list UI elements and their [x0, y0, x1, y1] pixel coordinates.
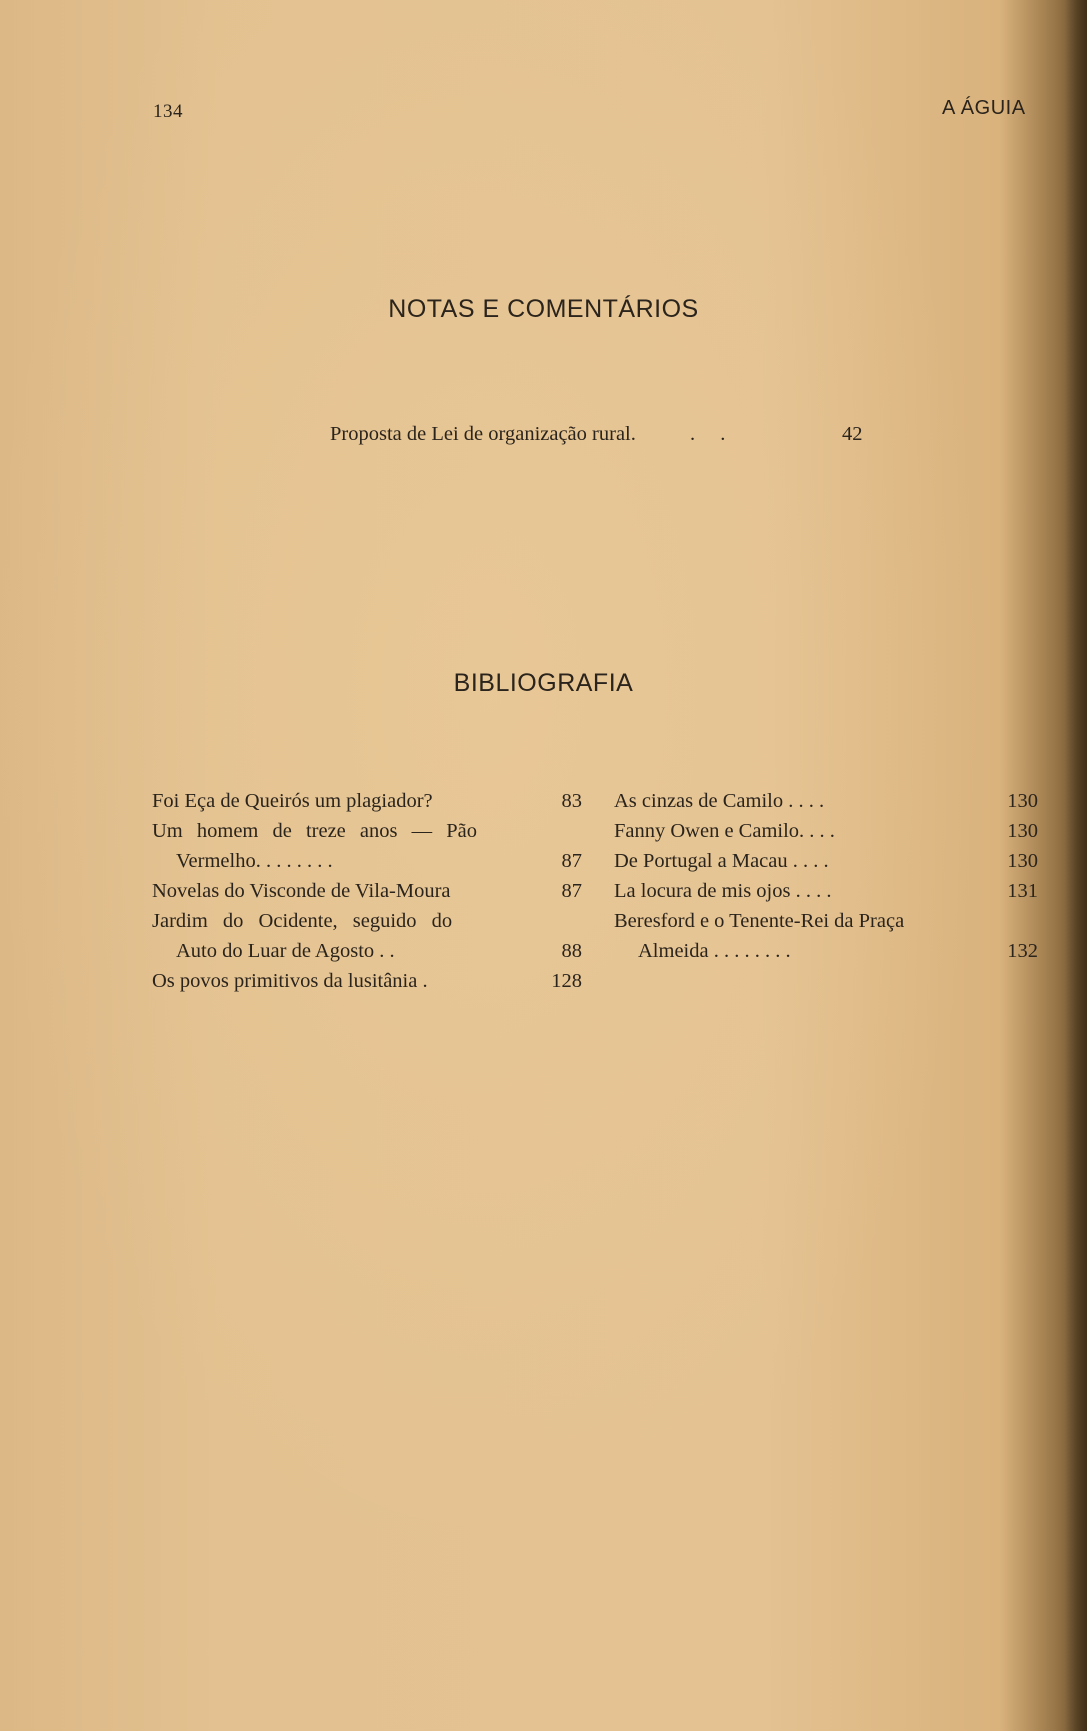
toc-entry	[152, 850, 582, 880]
toc-entry-title: Fanny Owen e Camilo. . . .	[614, 820, 835, 842]
toc-entry-page: 131	[1007, 880, 1038, 902]
toc-entry-page: 130	[1007, 790, 1038, 812]
toc-entry	[614, 820, 1038, 850]
toc-entry-title: Novelas do Visconde de Vila-Moura	[152, 880, 451, 902]
toc-entry-page: 87	[561, 880, 582, 902]
toc-entry-page: 130	[1007, 820, 1038, 842]
toc-entry-page: 128	[551, 970, 582, 992]
toc-entry	[614, 850, 1038, 880]
toc-entry-leader: . .	[690, 423, 736, 445]
toc-entry	[614, 910, 1038, 940]
section-heading-bibliografia: BIBLIOGRAFIA	[453, 669, 634, 697]
toc-entry	[152, 790, 582, 820]
toc-entry-page: 132	[1007, 940, 1038, 962]
toc-entry-title: Jardim do Ocidente, seguido do	[152, 910, 453, 932]
toc-entry	[614, 940, 1038, 970]
toc-entry	[614, 880, 1038, 910]
toc-entry	[152, 820, 582, 850]
section-heading-notas: NOTAS E COMENTÁRIOS	[388, 295, 699, 323]
running-title: A ÁGUIA	[942, 97, 1026, 119]
toc-entry-page: 88	[561, 940, 582, 962]
toc-entry-title: La locura de mis ojos . . . .	[614, 880, 832, 902]
page-number: 134	[153, 101, 183, 122]
toc-entry-title: Um homem de treze anos — Pão	[152, 820, 477, 842]
toc-entry-title: Beresford e o Tenente-Rei da Praça	[614, 910, 905, 932]
toc-entry-title: Proposta de Lei de organização rural.	[330, 423, 636, 445]
toc-entry-notas	[330, 423, 870, 451]
toc-entry-page: 130	[1007, 850, 1038, 872]
toc-entry-page: 87	[561, 850, 582, 872]
toc-entry-title: Auto do Luar de Agosto . .	[176, 940, 395, 962]
toc-entry	[614, 790, 1038, 820]
bibliografia-right-column	[614, 790, 1038, 970]
toc-entry-title: Vermelho. . . . . . . .	[176, 850, 333, 872]
toc-entry	[152, 910, 582, 940]
toc-entry-title: As cinzas de Camilo . . . .	[614, 790, 825, 812]
toc-entry-title: Foi Eça de Queirós um plagiador?	[152, 790, 433, 812]
bibliografia-left-column	[152, 790, 582, 1000]
toc-entry-title: Os povos primitivos da lusitânia .	[152, 970, 428, 992]
toc-entry	[152, 880, 582, 910]
toc-entry-title: De Portugal a Macau . . . .	[614, 850, 829, 872]
toc-entry-page: 83	[561, 790, 582, 812]
toc-entry	[152, 970, 582, 1000]
toc-entry	[152, 940, 582, 970]
toc-entry-page: 42	[842, 423, 863, 445]
toc-entry-title: Almeida . . . . . . . .	[638, 940, 791, 962]
